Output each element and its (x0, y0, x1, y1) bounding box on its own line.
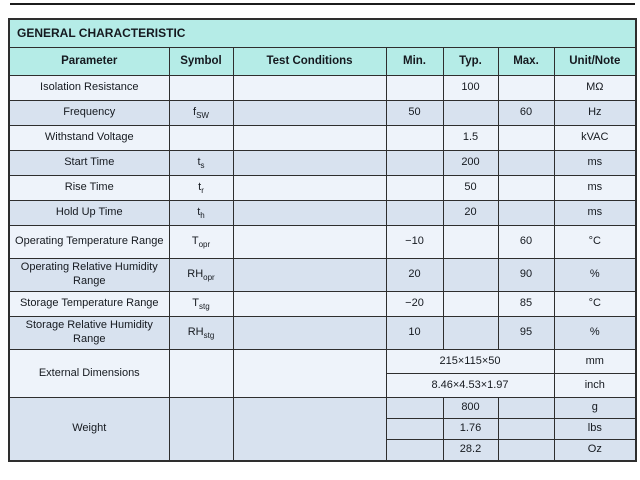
symbol-base: f (193, 105, 197, 118)
cell-symbol (169, 398, 233, 461)
cell-max (498, 440, 554, 461)
cell-max (498, 126, 554, 151)
cell-min: −20 (386, 292, 443, 317)
cell-max (498, 176, 554, 201)
cell-unit: °C (554, 292, 636, 317)
cell-symbol (169, 176, 233, 201)
cell-typ: 50 (443, 176, 498, 201)
cell-unit: ms (554, 201, 636, 226)
cell-max (498, 76, 554, 101)
cell-symbol (169, 76, 233, 101)
symbol-base: T (191, 234, 199, 247)
cell-test-conditions (233, 226, 386, 259)
column-header-symbol: Symbol (169, 48, 233, 76)
cell-unit: MΩ (554, 76, 636, 101)
cell-test-conditions (233, 350, 386, 398)
cell-min: 10 (386, 317, 443, 350)
cell-unit: lbs (554, 419, 636, 440)
cell-test-conditions (233, 151, 386, 176)
cell-unit: Hz (554, 101, 636, 126)
column-header-unit: Unit/Note (554, 48, 636, 76)
cell-test-conditions (233, 317, 386, 350)
symbol-subscript: SW (196, 111, 209, 121)
cell-max: 60 (498, 226, 554, 259)
cell-dimensions-value: 215×115×50 (386, 350, 554, 374)
cell-test-conditions (233, 176, 386, 201)
symbol-subscript: opr (198, 240, 211, 250)
symbol-base: T (192, 296, 200, 309)
symbol-subscript: stg (199, 302, 210, 312)
cell-symbol (169, 201, 233, 226)
cell-typ: 1.5 (443, 126, 498, 151)
column-header-min: Min. (386, 48, 443, 76)
table-row-isolation-resistance (9, 76, 636, 101)
cell-unit: ms (554, 151, 636, 176)
cell-min (386, 126, 443, 151)
cell-symbol (169, 151, 233, 176)
column-header-max: Max. (498, 48, 554, 76)
symbol-subscript: opr (203, 273, 215, 283)
cell-parameter: Start Time (9, 151, 169, 176)
table-row-weight-g (9, 398, 636, 419)
cell-max: 95 (498, 317, 554, 350)
general-characteristic-table (8, 18, 637, 462)
cell-unit: ms (554, 176, 636, 201)
table-title: GENERAL CHARACTERISTIC (9, 19, 636, 48)
page-top-rule (10, 3, 635, 5)
cell-typ (443, 292, 498, 317)
symbol-subscript: h (200, 211, 205, 221)
cell-min (386, 440, 443, 461)
cell-symbol (169, 350, 233, 398)
cell-test-conditions (233, 259, 386, 292)
cell-symbol (169, 226, 233, 259)
cell-test-conditions (233, 292, 386, 317)
cell-unit: °C (554, 226, 636, 259)
cell-unit: inch (554, 374, 636, 398)
cell-typ: 200 (443, 151, 498, 176)
cell-typ: 800 (443, 398, 498, 419)
cell-typ: 1.76 (443, 419, 498, 440)
cell-dimensions-value: 8.46×4.53×1.97 (386, 374, 554, 398)
table-row-rise-time (9, 176, 636, 201)
cell-unit: % (554, 259, 636, 292)
table-row-withstand-voltage (9, 126, 636, 151)
cell-min: −10 (386, 226, 443, 259)
cell-symbol (169, 259, 233, 292)
symbol-subscript: r (201, 186, 204, 196)
cell-parameter: Frequency (9, 101, 169, 126)
cell-max: 60 (498, 101, 554, 126)
cell-test-conditions (233, 398, 386, 461)
symbol-base: t (198, 180, 202, 193)
cell-test-conditions (233, 201, 386, 226)
symbol-base: RH (187, 267, 204, 280)
cell-min (386, 419, 443, 440)
cell-parameter: Weight (9, 398, 169, 461)
cell-typ (443, 317, 498, 350)
cell-max (498, 151, 554, 176)
cell-typ: 100 (443, 76, 498, 101)
cell-unit: Oz (554, 440, 636, 461)
cell-symbol (169, 101, 233, 126)
cell-typ (443, 259, 498, 292)
symbol-subscript: s (200, 161, 205, 171)
cell-min: 20 (386, 259, 443, 292)
cell-parameter: Isolation Resistance (9, 76, 169, 101)
cell-max: 85 (498, 292, 554, 317)
table-row-hold-up-time (9, 201, 636, 226)
cell-test-conditions (233, 101, 386, 126)
table-row-operating-temperature-range (9, 226, 636, 259)
cell-max (498, 419, 554, 440)
cell-test-conditions (233, 76, 386, 101)
cell-parameter: External Dimensions (9, 350, 169, 398)
cell-symbol (169, 317, 233, 350)
cell-min: 50 (386, 101, 443, 126)
cell-unit: kVAC (554, 126, 636, 151)
table-row-frequency (9, 101, 636, 126)
symbol-base: t (197, 205, 201, 218)
table-row-storage-relative-humidity-range (9, 317, 636, 350)
cell-unit: % (554, 317, 636, 350)
cell-min (386, 76, 443, 101)
cell-min (386, 176, 443, 201)
table-row-storage-temperature-range (9, 292, 636, 317)
cell-min (386, 201, 443, 226)
cell-parameter: Rise Time (9, 176, 169, 201)
cell-parameter: Operating Temperature Range (9, 226, 169, 259)
cell-max: 90 (498, 259, 554, 292)
column-header-typ: Typ. (443, 48, 498, 76)
column-header-test-conditions: Test Conditions (233, 48, 386, 76)
cell-symbol (169, 292, 233, 317)
cell-parameter: Hold Up Time (9, 201, 169, 226)
cell-typ (443, 101, 498, 126)
table-title-row (9, 19, 636, 48)
table-row-start-time (9, 151, 636, 176)
symbol-base: RH (187, 325, 204, 338)
cell-symbol (169, 126, 233, 151)
symbol-subscript: stg (203, 331, 215, 341)
cell-unit: g (554, 398, 636, 419)
cell-min (386, 151, 443, 176)
cell-max (498, 398, 554, 419)
table-row-operating-relative-humidity-range (9, 259, 636, 292)
cell-unit: mm (554, 350, 636, 374)
cell-typ: 20 (443, 201, 498, 226)
symbol-base: t (197, 155, 201, 168)
cell-typ: 28.2 (443, 440, 498, 461)
table-row-external-dimensions-mm (9, 350, 636, 374)
cell-parameter: Withstand Voltage (9, 126, 169, 151)
column-header-parameter: Parameter (9, 48, 169, 76)
cell-test-conditions (233, 126, 386, 151)
cell-parameter: Operating Relative Humidity Range (9, 259, 169, 292)
cell-min (386, 398, 443, 419)
table-header-row (9, 48, 636, 76)
cell-parameter: Storage Relative Humidity Range (9, 317, 169, 350)
cell-max (498, 201, 554, 226)
cell-typ (443, 226, 498, 259)
cell-parameter: Storage Temperature Range (9, 292, 169, 317)
